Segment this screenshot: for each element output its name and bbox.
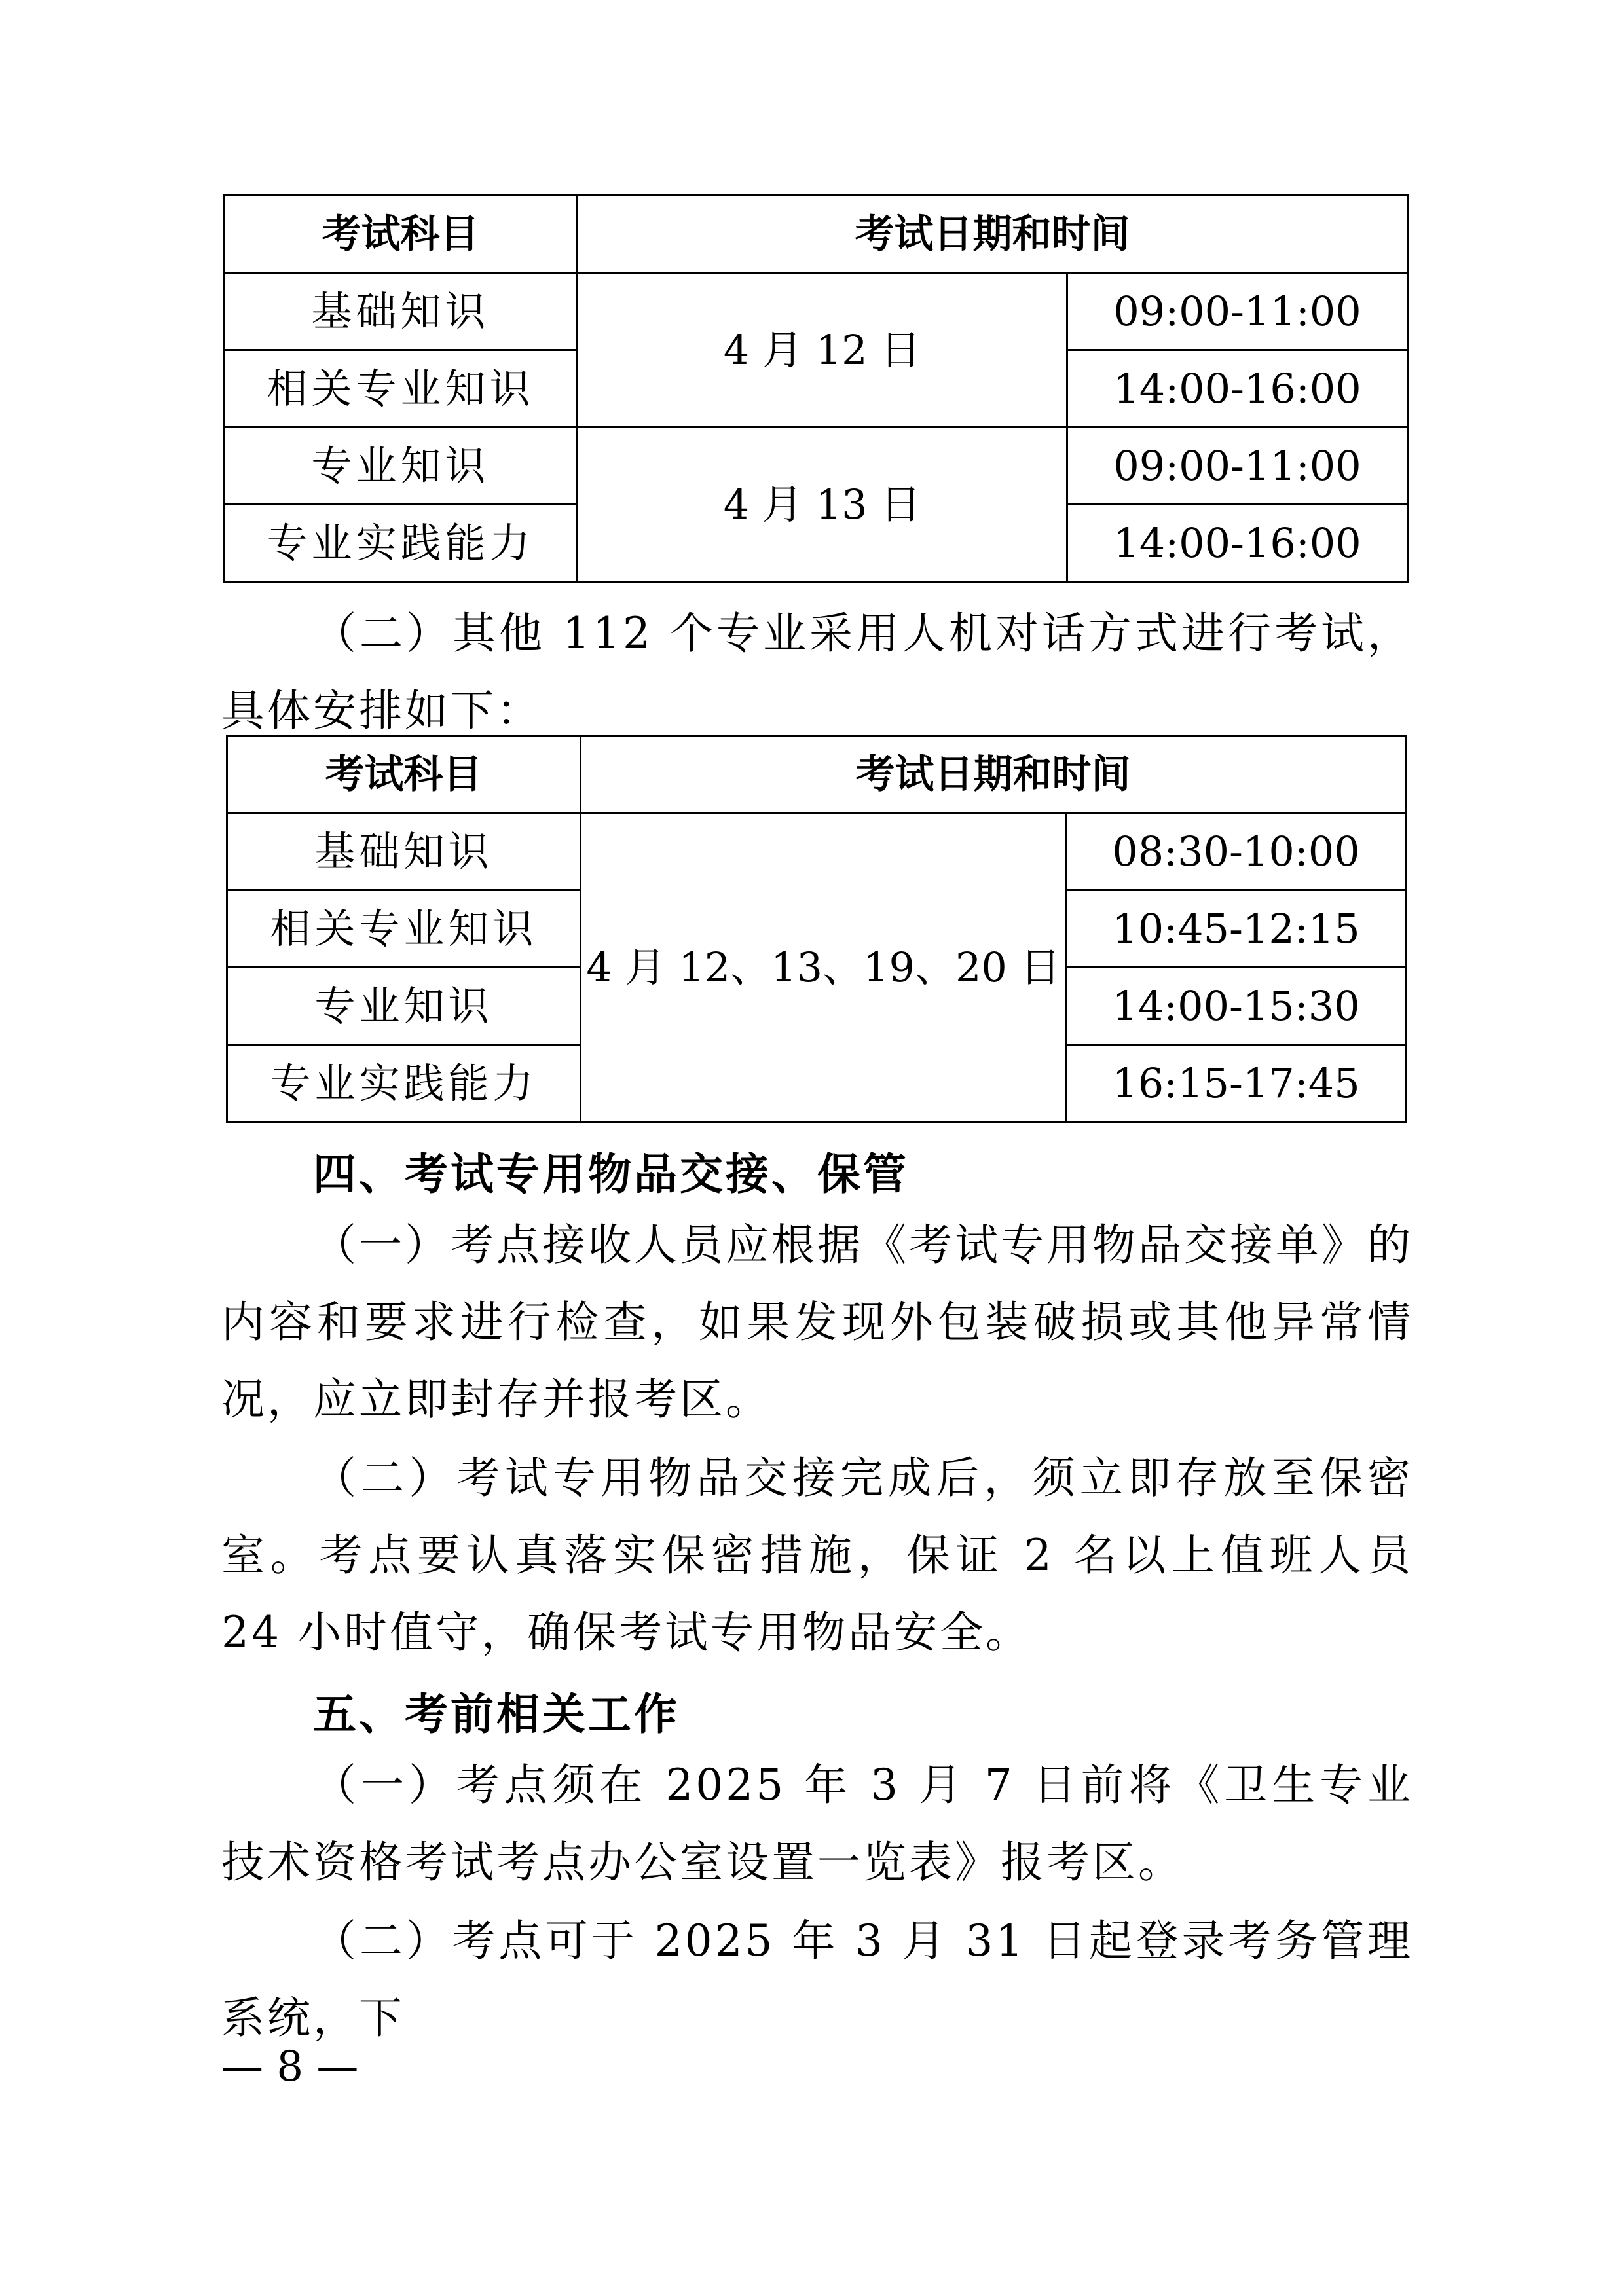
section-4-heading: 四、考试专用物品交接、保管 — [313, 1149, 909, 1199]
paragraph-intro-2: （二）其他 112 个专业采用人机对话方式进行考试，具体安排如下： — [221, 608, 1413, 736]
time-cell: 14:00-16:00 — [1067, 505, 1408, 582]
subject-cell: 相关专业知识 — [227, 890, 581, 968]
subject-cell: 相关专业知识 — [224, 350, 578, 428]
page-number: — 8 — — [221, 2043, 359, 2091]
header-datetime: 考试日期和时间 — [581, 736, 1406, 813]
time-cell: 09:00-11:00 — [1067, 273, 1408, 350]
section-4-paragraph-2: （二）考试专用物品交接完成后，须立即存放至保密室。考点要认真落实保密措施，保证 2 名以上值班人员 24 小时值守，确保考试专用物品安全。 — [221, 1453, 1413, 1658]
date-cell: 4 月 13 日 — [578, 428, 1067, 582]
section-5-paragraph-2: （二）考点可于 2025 年 3 月 31 日起登录考务管理系统，下 — [221, 1916, 1413, 2043]
date-cell: 4 月 12 日 — [578, 273, 1067, 428]
time-cell: 14:00-15:30 — [1067, 968, 1406, 1045]
time-cell: 16:15-17:45 — [1067, 1045, 1406, 1122]
header-subject: 考试科目 — [227, 736, 581, 813]
section-4-paragraph-1: （一）考点接收人员应根据《考试专用物品交接单》的内容和要求进行检查，如果发现外包装破损或其他异常情况，应立即封存并报考区。 — [221, 1220, 1413, 1425]
subject-cell: 专业实践能力 — [227, 1045, 581, 1122]
subject-cell: 专业知识 — [224, 428, 578, 505]
header-subject: 考试科目 — [224, 196, 578, 273]
time-cell: 08:30-10:00 — [1067, 813, 1406, 890]
exam-schedule-table-1 — [223, 194, 1409, 583]
time-cell: 09:00-11:00 — [1067, 428, 1408, 505]
header-datetime: 考试日期和时间 — [578, 196, 1408, 273]
subject-cell: 基础知识 — [227, 813, 581, 890]
date-cell: 4 月 12、13、19、20 日 — [581, 813, 1067, 1122]
section-5-paragraph-1: （一）考点须在 2025 年 3 月 7 日前将《卫生专业技术资格考试考点办公室设置一览表》报考区。 — [221, 1760, 1413, 1887]
subject-cell: 基础知识 — [224, 273, 578, 350]
time-cell: 14:00-16:00 — [1067, 350, 1408, 428]
time-cell: 10:45-12:15 — [1067, 890, 1406, 968]
exam-schedule-table-2 — [226, 735, 1407, 1123]
subject-cell: 专业知识 — [227, 968, 581, 1045]
section-5-heading: 五、考前相关工作 — [313, 1689, 680, 1740]
subject-cell: 专业实践能力 — [224, 505, 578, 582]
